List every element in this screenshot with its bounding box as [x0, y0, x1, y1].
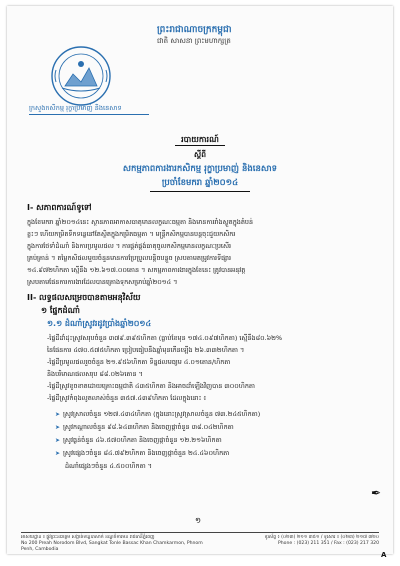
section2-heading: II- លទ្ធផលសម្រេចបានតាមអនុវិស័យ: [27, 293, 141, 302]
paragraph-line: នៃផែនការ ៤៧០.៥៧៥ហិកតា ប្រៀបធៀបនឹងឆ្នាំមុនកើនឡើង ២៦.៣៣២ហិកតា ។: [47, 346, 245, 354]
paragraph-line: ១៤.៩៧២ហិកតា ស្មើនឹង ១២.៦១៧.០០តោន ។ សកម្មភាពការងារក្នុងខែនេះ ត្រូវបានអនុវត្ត: [27, 266, 246, 274]
arrow-bullet-icon: ➤: [55, 411, 61, 418]
paragraph-line: ស្របតាមផែនការការងារដែលបានគ្រោងទុកសម្រាប់ឆ្នាំ២០១៤ ។: [27, 278, 178, 286]
footer-address: [21, 535, 206, 553]
ministry-name: ក្រសួងកសិកម្ម រុក្ខាប្រមាញ់ និងនេសាទ: [29, 104, 122, 112]
page-number: ១: [195, 516, 202, 525]
footer-contact-en: Phone : (023) 211 351 / Fax : (023) 217 320: [277, 541, 379, 546]
paragraph-line: និងបរិមាណផលសរុប ៨៨.០២៦តោន ។: [47, 370, 143, 378]
report-title-line1: សកម្មភាពការងារកសិកម្ម រុក្ខាប្រមាញ់ និងនេសាទ: [122, 164, 278, 174]
corner-mark: A: [381, 551, 387, 559]
report-title-line2: ប្រចាំខែមករា ឆ្នាំ២០១៤: [161, 178, 239, 188]
footer-contact-kh: ទូរស័ព្ទ ៖ (០២៣) ២១១ ៣៥១ / ទូរសារ ៖ (០២៣) ២១៧ ៣២០: [264, 535, 379, 540]
list-item: ➤ ស្រូវស្រាលចំនួន ១២៧.៤៣៤ហិកតា (ក្នុងនោះស្រូវស្រាលចំនួន ៧៣.២៤៥ហិកតា): [55, 410, 261, 418]
section2-paragraph: [47, 332, 379, 404]
paragraph-line: ខ្លះៗ ហើយកម្រិតទឹកទន្លេនៅតែស្ថិតក្នុងកម្រិតធម្មតា ។ មន្ត្រីកសិកម្មបានបន្តចុះជួយកសិករ: [27, 230, 236, 238]
list-item: ដំណាំផ្សេងៗចំនួន ៤.៥០០ហិកតា ។: [65, 462, 152, 470]
pen-mark-icon: ✒: [371, 486, 382, 500]
footer-address-kh: អាសយដ្ឋាន ៖ ផ្លូវព្រះនរោត្តម សង្កាត់ទន្លេបាសាក់ ខណ្ឌចំការមន រាជធានីភ្នំពេញ: [21, 535, 155, 540]
national-motto: ជាតិ សាសនា ព្រះមហាក្សត្រ: [157, 37, 231, 45]
section2-item-heading: ១.១ ដំណាំស្រូវរដូវប្រាំងឆ្នាំ២០១៤: [47, 319, 152, 328]
section1-heading: I- សភាពការណ៍ទូទៅ: [27, 203, 92, 212]
document-page: [7, 6, 393, 559]
ministry-seal-icon: [48, 44, 114, 108]
crop-bullet-list: [55, 408, 373, 473]
paragraph-line: ក្នុងខែមករា ឆ្នាំ២០១៤នេះ ស្ថានភាពអាកាសធាតុមានលក្ខណៈធម្មតា និងមានការរាំងស្ងួតក្នុងតំបន់: [27, 218, 254, 226]
report-about: ស្តីពី: [194, 150, 206, 159]
footer-address-en: No 200 Preah Norodom Blvd, Sangkat Tonle Bassac Khan Chamkarmon, Phnom Penh, Cambodia: [21, 541, 203, 552]
title-underline: [150, 191, 250, 192]
report-label-underline: [175, 145, 225, 146]
list-item: ➤ ស្រូវផ្សេងៗចំនួន ៨៤.៧៩២ហិកតា និងចេញផ្កាចំនួន ២៤.៤៦០ហិកតា: [55, 449, 230, 457]
paragraph-line: គ្រប់គ្រាន់ ។ តម្លៃកសិផលមួយចំនួនមានការប្រែប្រួលបន្តិចបន្តួច ស្របតាមតម្រូវការទីផ្សារ: [27, 254, 232, 262]
paragraph-line: -ផ្ទៃដីស្រូវខូចខាតដោយគ្រោះធម្មជាតិ ៤៣៥ហិកតា និងអាចដាំឡើងវិញបាន ៣០០ហិកតា: [47, 382, 256, 390]
footer-contact: [207, 535, 379, 547]
paragraph-line: -ផ្ទៃដីស្រូវកំពុងលូតលាស់ចំនួន ៣៥៧.៤៣៩ហិកតា ដែលក្នុងនោះ ៖: [47, 394, 207, 402]
section1-paragraph: [27, 216, 377, 288]
kingdom-heading: ព្រះរាជាណាចក្រកម្ពុជា: [157, 25, 232, 35]
paragraph-line: -ផ្ទៃដីដាំដុះស្រូវសរុបចំនួន ៣៧៩.៣៩៥ហិកតា (ធ្លាប់ខែមុន ១៧៤.០៩៧ហិកតា) ស្មើនឹង៨០.៦២%: [47, 334, 283, 342]
list-item: ➤ ស្រូវកណ្តាលចំនួន ៩៨.៦៤៣ហិកតា និងចេញផ្កាចំនួន ៣៨.០៤២ហិកតា: [55, 423, 234, 431]
paragraph-line: ក្នុងការថែទាំដំណាំ និងការប្រមូលផល ។ ការផ្គត់ផ្គង់ធាតុចូលកសិកម្មមានលក្ខណៈប្រសើរ: [27, 242, 232, 250]
arrow-bullet-icon: ➤: [55, 437, 61, 444]
letterhead: [7, 16, 393, 111]
arrow-bullet-icon: ➤: [55, 450, 61, 457]
list-item: ➤ ស្រូវធ្ងន់ចំនួន ៤៦.៥៧០ហិកតា និងចេញផ្កាចំនួន ១២.២១៦ហិកតា: [55, 436, 222, 444]
arrow-bullet-icon: ➤: [55, 424, 61, 431]
report-label: របាយការណ៍: [181, 135, 219, 144]
footer-divider: [21, 532, 379, 533]
paragraph-line: -ផ្ទៃដីប្រមូលផលរួចចំនួន ២១.៩៥៦ហិកតា ទិន្នផលមធ្យម ៤.០១តោន/ហិកតា: [47, 358, 231, 366]
ministry-underline: [29, 114, 149, 115]
section2-subheading: ១ ផ្នែកដំណាំ: [41, 306, 80, 315]
